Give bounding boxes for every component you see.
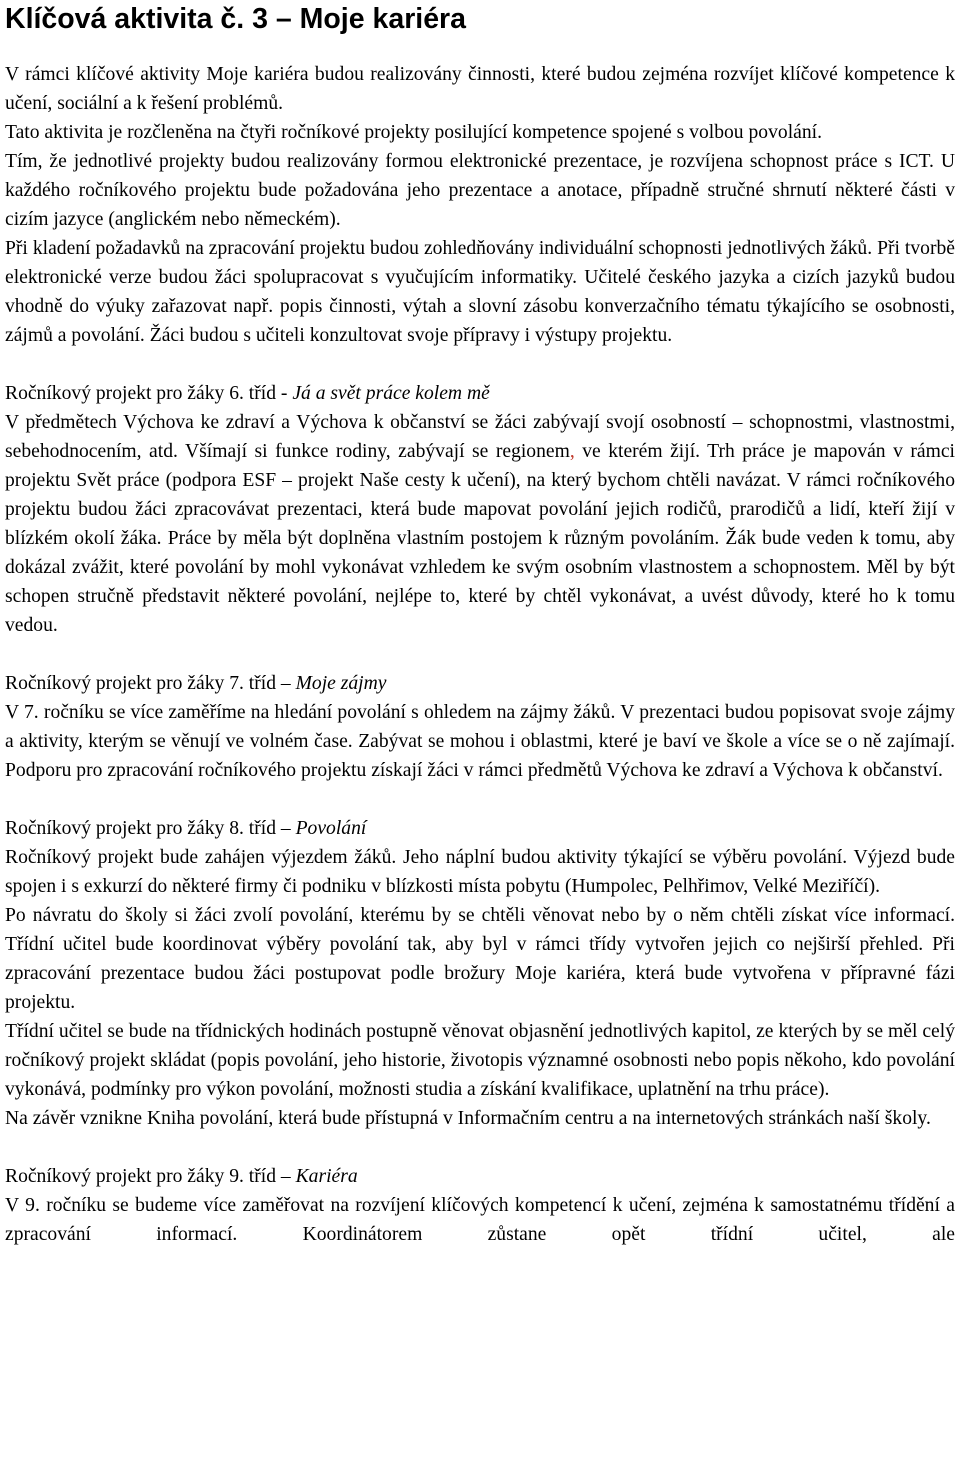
section-heading-prefix: Ročníkový projekt pro žáky 6. tříd - (5, 383, 293, 404)
section-heading (5, 669, 955, 698)
section-paragraph: V 7. ročníku se více zaměříme na hledání povolání s ohledem na zájmy žáků. V prezentaci budou popisovat svoje zájmy a aktivity, kterým se věnují ve volném čase. Zabývat se mohou i oblastmi, které je baví ve škole a více se o ně zajímají. Podporu pro zpracování ročníkového projektu získají žáci v rámci předmětů Výchova ke zdraví a Výchova k občanství. (5, 702, 955, 781)
section-paragraph-1: Ročníkový projekt bude zahájen výjezdem žáků. Jeho náplní budou aktivity týkající se výběru povolání. Výjezd bude spojen i s exkurzí do některé firmy či podniku v blízkosti místa pobytu (Humpolec, Pelhřimov, Velké Meziříčí). (5, 847, 955, 897)
text-part-b: ve kterém žijí. Trh práce je mapován v rámci projektu Svět práce (podpora ESF – projekt Naše cesty k učení), na který bychom chtěli navázat. V rámci ročníkového projektu budou žáci zpracovávat prezentaci, která bude mapovat povolání jejich rodičů, prarodičů a lidí, kteří žijí v blízkém okolí žáka. Práce by měla být doplněna vlastním postojem k různým povoláním. Žák bude veden k tomu, aby dokázal zvážit, které povolání by mohl vykonávat vzhledem ke svým osobním vlastnostem a schopnostem. Měl by být schopen stručně představit některé povolání, nejlépe to, které by chtěl vykonávat, a uvést důvody, které ho k tomu vedou. (5, 441, 955, 636)
section-heading-prefix: Ročníkový projekt pro žáky 7. tříd – (5, 673, 296, 694)
section-paragraph-2: Po návratu do školy si žáci zvolí povolání, kterému by se chtěli věnovat nebo by o něm chtěli získat více informací. Třídní učitel bude koordinovat výběry povolání tak, aby byl v rámci třídy vytvořen jejich co nejširší přehled. Při zpracování prezentace budou žáci postupovat podle brožury Moje kariéra, která bude vytvořena v přípravné fázi projektu. (5, 905, 955, 1013)
section-heading-prefix: Ročníkový projekt pro žáky 8. tříd – (5, 818, 296, 839)
section-grade-9 (5, 1162, 955, 1249)
section-paragraph-4: Na závěr vznikne Kniha povolání, která bude přístupná v Informačním centru a na internetových stránkách naší školy. (5, 1108, 931, 1129)
section-paragraph: V 9. ročníku se budeme více zaměřovat na rozvíjení klíčových kompetencí k učení, zejména k samostatnému třídění a zpracování informací. Koordinátorem zůstane opět třídní učitel, ale (5, 1195, 955, 1245)
section-heading-prefix: Ročníkový projekt pro žáky 9. tříd – (5, 1166, 296, 1187)
highlighted-comma: , (569, 441, 575, 462)
section-heading (5, 1162, 955, 1191)
section-heading-title: Kariéra (295, 1166, 358, 1187)
section-heading-title: Povolání (295, 818, 367, 839)
section-grade-6 (5, 379, 955, 640)
intro-paragraph-4: Při kladení požadavků na zpracování projektu budou zohledňovány individuální schopnosti jednotlivých žáků. Při tvorbě elektronické verze budou žáci spolupracovat s vyučujícím informatiky. Učitelé českého jazyka a cizích jazyků budou vhodně do výuky zařazovat např. popis činnosti, výtah a slovní zásobu konverzačního tématu týkajícího se osobnosti, zájmů a povolání. Žáci budou s učiteli konzultovat svoje přípravy i výstupy projektu. (5, 238, 955, 346)
section-paragraph (5, 408, 955, 640)
document-page (5, 0, 955, 1249)
section-grade-8 (5, 814, 955, 1133)
section-heading (5, 379, 955, 408)
text-part-a: V předmětech Výchova ke zdraví a Výchova k občanství se žáci zabývají svojí osobností – schopnostmi, vlastnostmi, sebehodnocením, atd. Všímají si funkce rodiny, zabývají se regionem (5, 412, 955, 462)
section-grade-7 (5, 669, 955, 785)
section-heading (5, 814, 955, 843)
intro-paragraph-2: Tato aktivita je rozčleněna na čtyři ročníkové projekty posilující kompetence spojené s volbou povolání. (5, 122, 822, 143)
section-heading-title: Já a svět práce kolem mě (292, 383, 490, 404)
intro-paragraph-3: Tím, že jednotlivé projekty budou realizovány formou elektronické prezentace, je rozvíjena schopnost práce s ICT. U každého ročníkového projektu bude požadována jeho prezentace a anotace, případně stručné shrnutí některé části v cizím jazyce (anglickém nebo německém). (5, 151, 955, 230)
section-paragraph-3: Třídní učitel se bude na třídnických hodinách postupně věnovat objasnění jednotlivých kapitol, ze kterých by se měl celý ročníkový projekt skládat (popis povolání, jeho historie, životopis významné osobnosti nebo popis někoho, kdo povolání vykonává, podmínky pro výkon povolání, možnosti studia a získání kvalifikace, uplatnění na trhu práce). (5, 1021, 955, 1100)
section-heading-title: Moje zájmy (295, 673, 387, 694)
intro-paragraph-1: V rámci klíčové aktivity Moje kariéra budou realizovány činnosti, které budou zejména rozvíjet klíčové kompetence k učení, sociální a k řešení problémů. (5, 64, 955, 114)
page-title: Klíčová aktivita č. 3 – Moje kariéra (5, 3, 466, 35)
